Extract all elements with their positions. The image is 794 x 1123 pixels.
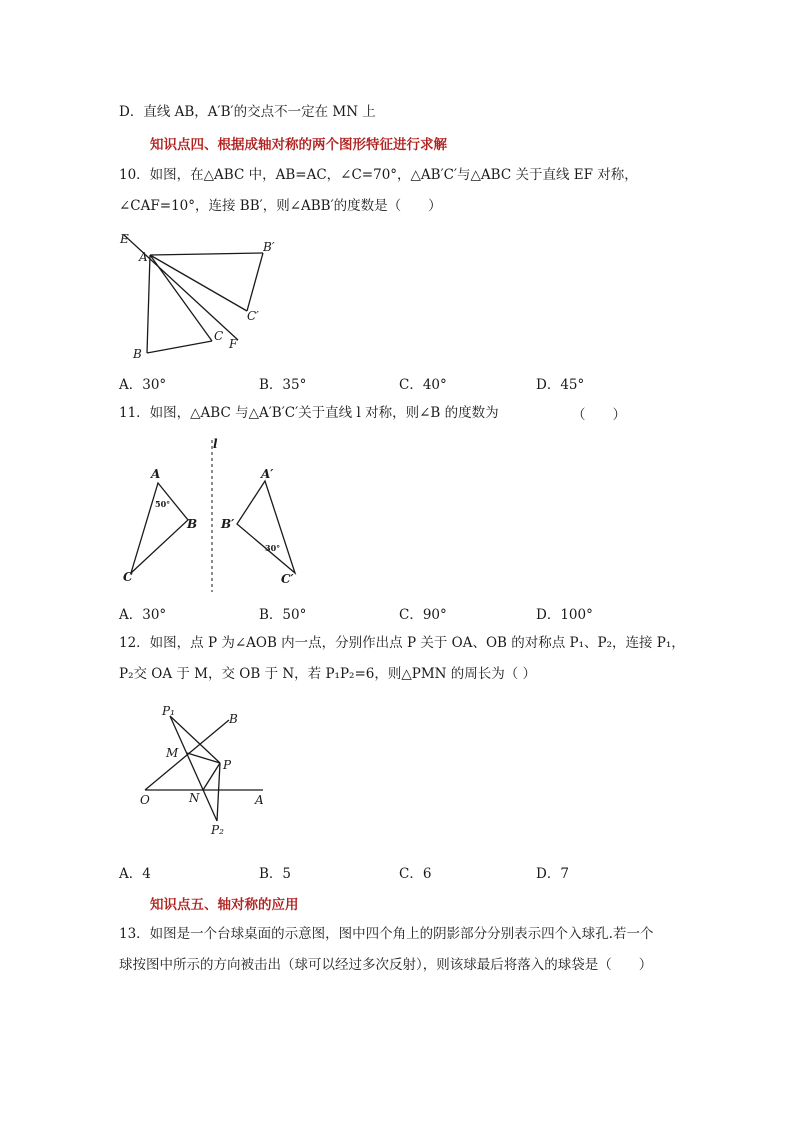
q11-answer-blank: （ ） [572, 407, 626, 423]
q10-seg-ac [150, 255, 212, 341]
q13-text-line-2: 球按图中所示的方向被击出（球可以经过多次反射），则该球最后将落入的球袋是（ ） [119, 957, 653, 973]
q10-label-a: A [139, 250, 148, 264]
q10-seg-b-prime-c-prime [247, 253, 263, 311]
q11-option-b: B．50° [259, 607, 307, 623]
q11-option-c: C．90° [399, 607, 447, 623]
q12-label-p2: P₂ [211, 823, 224, 837]
q10-label-e: E [120, 232, 129, 246]
q10-option-d: D．45° [536, 377, 585, 393]
q12-label-m: M [166, 746, 179, 760]
q11-angle-a: 50° [155, 499, 171, 509]
q12-label-n: N [189, 791, 200, 805]
q12-label-p: P [223, 758, 232, 772]
q11-label-a: A [151, 467, 161, 481]
section-4-heading: 知识点四、根据成轴对称的两个图形特征进行求解 [150, 137, 447, 153]
q9-option-d: D．直线 AB，A′B′的交点不一定在 MN 上 [119, 104, 376, 120]
q11-figure [115, 436, 315, 596]
q10-label-c-prime: C′ [247, 309, 259, 323]
q10-text-line-1: 10．如图，在△ABC 中，AB=AC，∠C=70°，△AB′C′与△ABC 关于直线 EF 对称， [119, 167, 638, 183]
q11-label-b: B [187, 517, 198, 531]
q12-option-c: C．6 [399, 866, 432, 882]
q10-seg-ab-prime [150, 253, 263, 255]
q12-option-a: A．4 [119, 866, 151, 882]
q10-label-b-prime: B′ [263, 240, 275, 254]
q10-seg-bc [147, 341, 212, 353]
q11-angle-c-prime: 30° [265, 543, 281, 553]
q11-triangle-abc [131, 483, 188, 573]
q12-label-a: A [255, 793, 264, 807]
q12-text-line-1: 12．如图，点 P 为∠AOB 内一点，分别作出点 P 关于 OA、OB 的对称点 P₁、P₂，连接 P₁， [119, 635, 685, 651]
q12-seg-p-p2 [217, 763, 220, 821]
q11-label-b-prime: B′ [221, 517, 235, 531]
section-5-heading: 知识点五、轴对称的应用 [150, 897, 299, 913]
q10-figure [110, 225, 290, 365]
q12-option-d: D．7 [536, 866, 569, 882]
q12-label-o: O [140, 793, 150, 807]
q12-seg-np [203, 763, 220, 790]
q11-label-c: C [123, 570, 133, 584]
q10-seg-ab [147, 255, 150, 353]
q10-option-b: B．35° [259, 377, 307, 393]
q10-seg-ac-prime [150, 255, 247, 311]
q10-label-c: C [214, 329, 224, 343]
q12-seg-p1-p2 [170, 716, 217, 821]
q11-triangle-a-prime-b-prime-c-prime [237, 481, 295, 573]
q10-label-f: F [229, 337, 238, 351]
q11-label-c-prime: C′ [281, 572, 294, 586]
q10-option-c: C．40° [399, 377, 447, 393]
q10-label-b: B [133, 347, 142, 361]
q10-option-a: A．30° [119, 377, 167, 393]
q12-label-b: B [229, 712, 238, 726]
q11-text-line-1: 11．如图，△ABC 与△A′B′C′关于直线 l 对称，则∠B 的度数为 [119, 405, 499, 421]
q11-option-d: D．100° [536, 607, 593, 623]
q12-label-p1: P₁ [162, 704, 175, 718]
q11-label-a-prime: A′ [261, 467, 274, 481]
q11-label-l: l [213, 437, 218, 451]
q11-option-a: A．30° [119, 607, 167, 623]
q13-text-line-1: 13．如图是一个台球桌面的示意图，图中四个角上的阴影部分分别表示四个入球孔.若一个 [119, 926, 654, 942]
q10-text-line-2: ∠CAF=10°，连接 BB′，则∠ABB′的度数是（ ） [119, 198, 442, 214]
q12-text-line-2: P₂交 OA 于 M，交 OB 于 N，若 P₁P₂=6，则△PMN 的周长为（ ） [119, 666, 537, 682]
q12-option-b: B．5 [259, 866, 292, 882]
q12-figure [135, 700, 275, 845]
